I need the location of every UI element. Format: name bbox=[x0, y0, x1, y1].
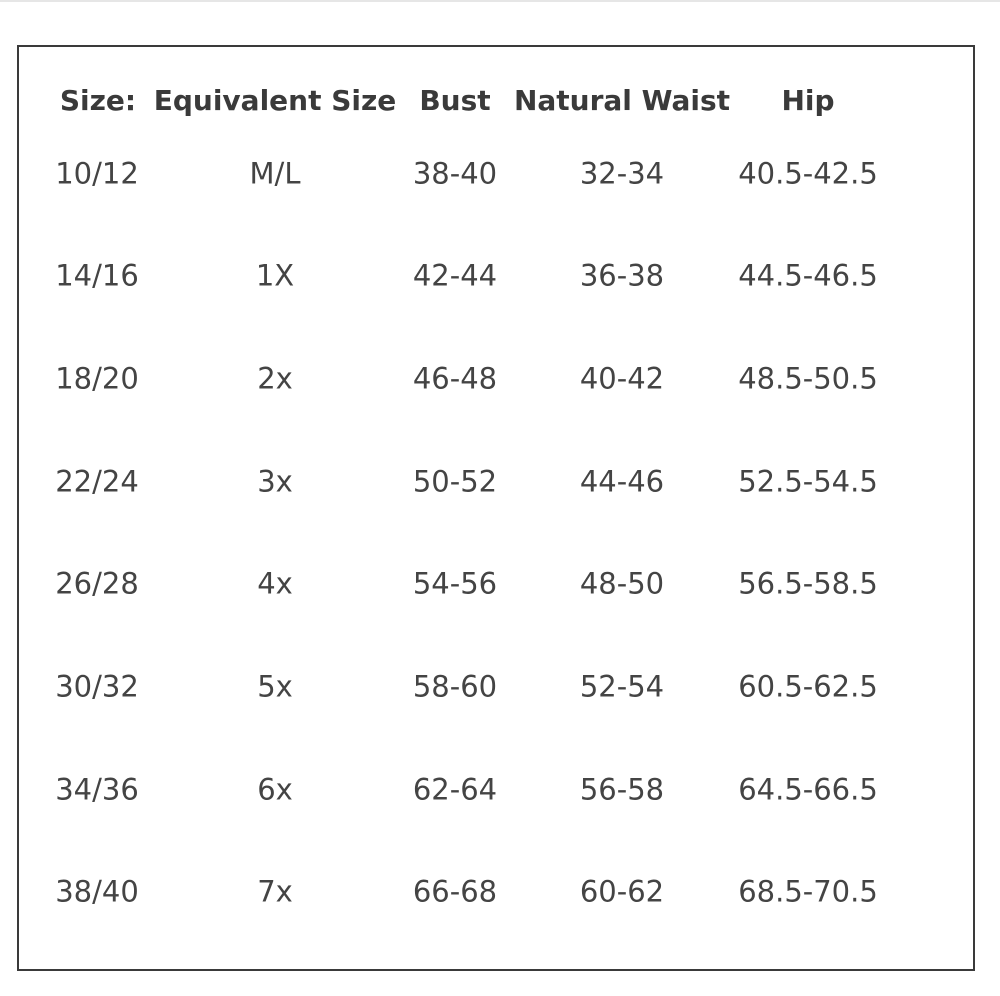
row-8-natural-waist: 60-62 bbox=[579, 874, 665, 909]
header-equivalent-size: Equivalent Size bbox=[153, 84, 397, 117]
row-2-bust: 42-44 bbox=[412, 258, 498, 293]
row-3-equivalent-size: 2x bbox=[257, 361, 293, 396]
row-2-hip: 44.5-46.5 bbox=[738, 258, 878, 293]
row-5-bust: 54-56 bbox=[412, 566, 498, 601]
row-8-equivalent-size: 7x bbox=[257, 874, 293, 909]
row-8-bust: 66-68 bbox=[412, 874, 498, 909]
row-7-bust: 62-64 bbox=[412, 772, 498, 807]
row-1-bust: 38-40 bbox=[412, 156, 498, 191]
row-4-bust: 50-52 bbox=[412, 464, 498, 499]
header-size: Size: bbox=[59, 84, 137, 117]
row-8-size: 38/40 bbox=[55, 874, 139, 909]
row-7-natural-waist: 56-58 bbox=[579, 772, 665, 807]
row-5-natural-waist: 48-50 bbox=[579, 566, 665, 601]
row-6-hip: 60.5-62.5 bbox=[738, 669, 878, 704]
row-6-bust: 58-60 bbox=[412, 669, 498, 704]
header-bust: Bust bbox=[419, 84, 491, 117]
row-6-size: 30/32 bbox=[55, 669, 139, 704]
row-5-equivalent-size: 4x bbox=[257, 566, 293, 601]
row-1-hip: 40.5-42.5 bbox=[738, 156, 878, 191]
row-2-size: 14/16 bbox=[55, 258, 139, 293]
row-3-hip: 48.5-50.5 bbox=[738, 361, 878, 396]
row-7-equivalent-size: 6x bbox=[257, 772, 293, 807]
row-6-equivalent-size: 5x bbox=[257, 669, 293, 704]
header-natural-waist: Natural Waist bbox=[513, 84, 731, 117]
row-1-equivalent-size: M/L bbox=[249, 156, 301, 191]
row-3-bust: 46-48 bbox=[412, 361, 498, 396]
row-4-equivalent-size: 3x bbox=[257, 464, 293, 499]
row-6-natural-waist: 52-54 bbox=[579, 669, 665, 704]
size-chart-table bbox=[17, 45, 975, 971]
row-5-size: 26/28 bbox=[55, 566, 139, 601]
row-3-natural-waist: 40-42 bbox=[579, 361, 665, 396]
row-7-size: 34/36 bbox=[55, 772, 139, 807]
row-2-natural-waist: 36-38 bbox=[579, 258, 665, 293]
row-8-hip: 68.5-70.5 bbox=[738, 874, 878, 909]
row-3-size: 18/20 bbox=[55, 361, 139, 396]
row-4-hip: 52.5-54.5 bbox=[738, 464, 878, 499]
row-4-size: 22/24 bbox=[55, 464, 139, 499]
row-7-hip: 64.5-66.5 bbox=[738, 772, 878, 807]
row-4-natural-waist: 44-46 bbox=[579, 464, 665, 499]
row-1-size: 10/12 bbox=[55, 156, 139, 191]
row-1-natural-waist: 32-34 bbox=[579, 156, 665, 191]
header-hip: Hip bbox=[781, 84, 835, 117]
top-divider bbox=[0, 0, 1000, 2]
row-5-hip: 56.5-58.5 bbox=[738, 566, 878, 601]
row-2-equivalent-size: 1X bbox=[255, 258, 295, 293]
